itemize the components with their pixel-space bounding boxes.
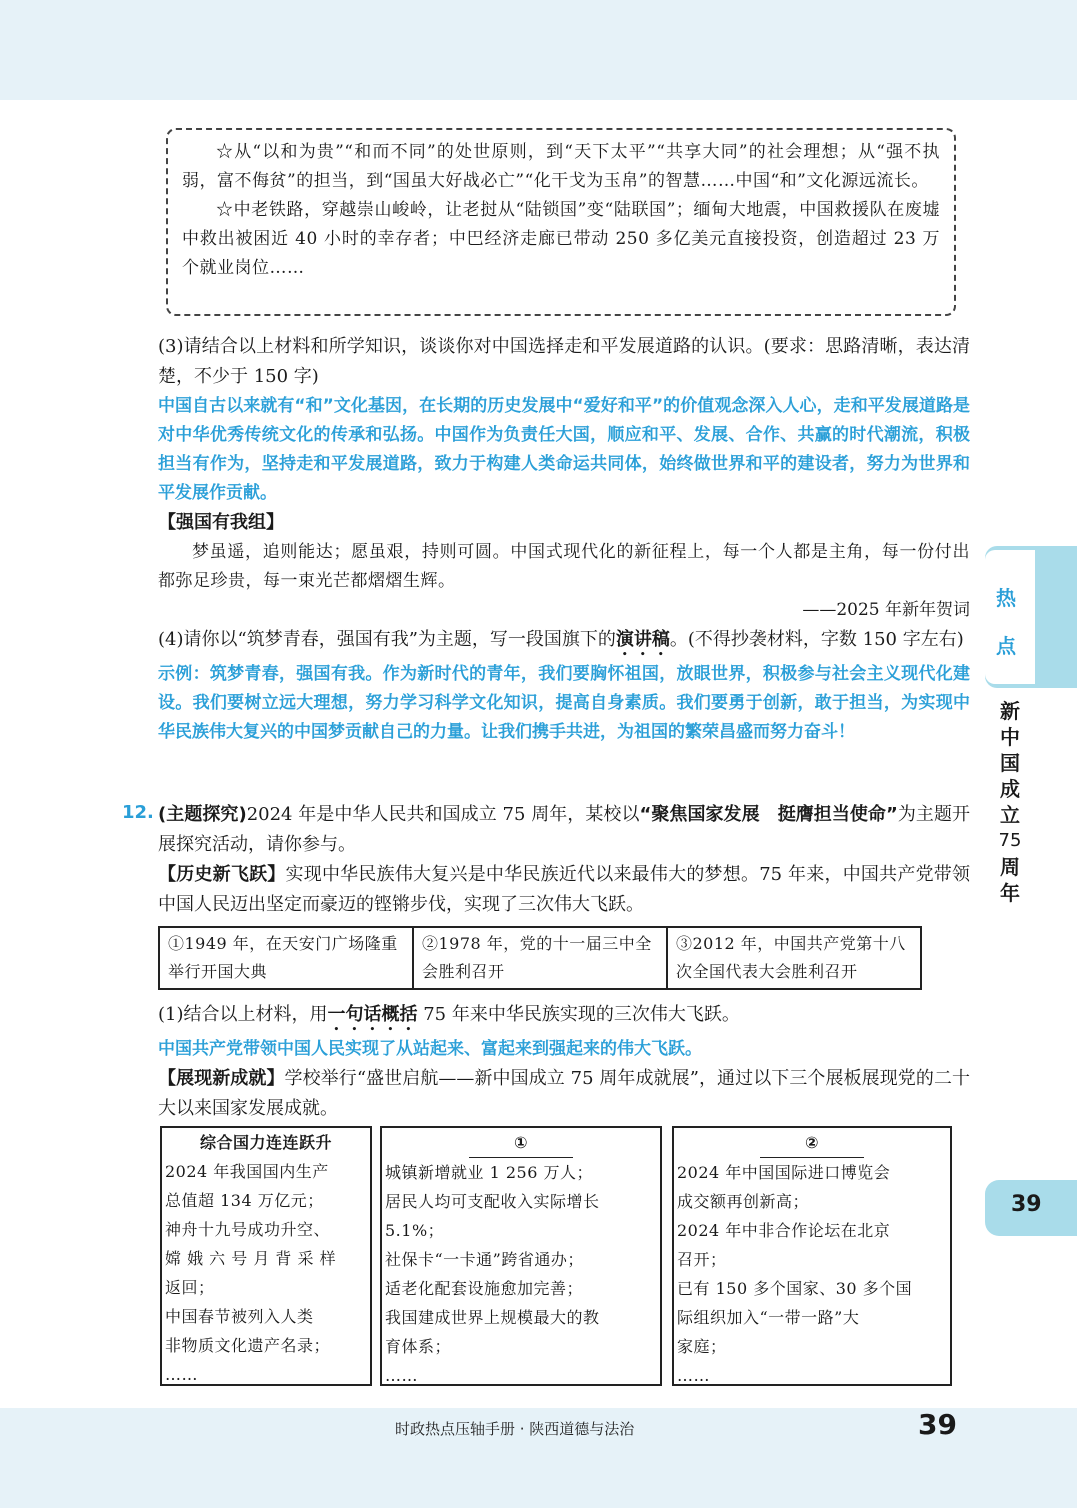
group-source: ——2025 年新年贺词 (802, 600, 970, 620)
material-para-2: ☆中老铁路，穿越崇山峻岭，让老挝从“陆锁国”变“陆联国”；缅甸大地震，中国救援队在废墟中救出被困近 40 小时的幸存者；中巴经济走廊已带动 250 多亿美元直接投资，创造超过 23 万个就业岗位…… (182, 200, 940, 278)
panel-line: 城镇新增就业 1 256 万人； (385, 1163, 593, 1182)
side-vertical-char: 年 (1000, 881, 1020, 905)
question-3-block (158, 332, 970, 747)
page-number-tab-label: 39 (1011, 1192, 1042, 1217)
footer-title: 时政热点压轴手册 · 陕西道德与法治 (395, 1420, 635, 1438)
material-box (166, 128, 956, 316)
question-4-emphasis: 演讲稿 (615, 629, 670, 650)
panel-line: 总值超 134 万亿元； (165, 1191, 324, 1210)
history-paragraph (158, 860, 970, 920)
panel-blank-1: ① (469, 1128, 573, 1158)
panel-line: 育体系； (385, 1337, 452, 1356)
leaps-table (158, 926, 922, 990)
panel-line: 2024 年我国国内生产 (165, 1162, 329, 1181)
panel-2 (672, 1126, 952, 1386)
question-1-text (158, 1000, 970, 1035)
leap-cell-2: ②1978 年，党的十一届三中全会胜利召开 (413, 927, 667, 989)
panel-header: 综合国力连连跃升 (199, 1133, 332, 1152)
question-12-intro (158, 800, 970, 860)
table-row (159, 927, 921, 989)
achieve-paragraph (158, 1064, 970, 1124)
panel-line: 返回； (165, 1278, 215, 1297)
panel-line: …… (385, 1366, 418, 1385)
side-vertical-char: 周 (1000, 855, 1020, 879)
question-12-text1: 2024 年是中华人民共和国成立 75 周年，某校以 (246, 804, 640, 825)
side-vertical-char: 立 (1000, 803, 1020, 827)
panel-line: 适老化配套设施愈加完善； (385, 1279, 584, 1298)
panel-line: …… (677, 1366, 710, 1385)
leap-cell-1: ①1949 年，在天安门广场隆重举行开国大典 (159, 927, 413, 989)
history-title: 【历史新飞跃】 (158, 864, 286, 885)
panel-line: 2024 年中非合作论坛在北京 (677, 1221, 891, 1240)
panel-line: 嫦 娥 六 号 月 背 采 样 (165, 1249, 337, 1268)
side-vertical-char: 成 (1000, 777, 1020, 801)
question-12-theme: “聚焦国家发展 挺膺担当使命” (639, 804, 898, 825)
panel-line: …… (165, 1365, 198, 1384)
panel-1 (380, 1126, 662, 1386)
side-vertical-title (997, 698, 1023, 906)
side-vertical-char: 国 (1000, 751, 1020, 775)
panel-line: 已有 150 多个国家、30 多个国 (677, 1279, 913, 1298)
panel-line: 际组织加入“一带一路”大 (677, 1308, 860, 1327)
question-12-tag: (主题探究) (158, 804, 247, 825)
question-12-block (158, 800, 970, 920)
leap-cell-3: ③2012 年，中国共产党第十八次全国代表大会胜利召开 (667, 927, 921, 989)
question-4-answer: 示例：筑梦青春，强国有我。作为新时代的青年，我们要胸怀祖国，放眼世界，积极参与社会主义现代化建设。我们要树立远大理想，努力学习科学文化知识，提高自身素质。我们要勇于创新，敢于担当，为实现中华民族伟大复兴的中国梦贡献自己的力量。让我们携手共进，为祖国的繁荣昌盛而努力奋斗！ (158, 664, 970, 742)
question-1-answer: 中国共产党带领中国人民实现了从站起来、富起来到强起来的伟大飞跃。 (158, 1039, 702, 1059)
material-para-1: ☆从“以和为贵”“和而不同”的处世原则，到“天下太平”“共享大同”的社会理想；从“强不执弱，富不侮贫”的担当，到“国虽大好战必亡”“化干戈为玉帛”的智慧……中国“和”文化源远流长。 (182, 142, 940, 191)
panel-blank-2: ② (760, 1128, 864, 1158)
achieve-text: 学校举行“盛世启航——新中国成立 75 周年成就展”，通过以下三个展板展现党的二十大以来国家发展成就。 (158, 1068, 971, 1119)
panel-line: 神舟十九号成功升空、 (165, 1220, 331, 1239)
hotspot-tab (985, 546, 1077, 688)
question-1-emphasis: 一句话概括 (327, 1004, 418, 1025)
history-text: 实现中华民族伟大复兴是中华民族近代以来最伟大的梦想。75 年来，中国共产党带领中国人民迈出坚定而豪迈的铿锵步伐，实现了三次伟大飞跃。 (158, 864, 971, 915)
question-4-post: 。(不得抄袭材料，字数 150 字左右) (669, 629, 964, 650)
page-number-tab (985, 1180, 1077, 1236)
question-12-text2: 为主题开展探究活动，请你参与。 (158, 804, 970, 855)
panel-national-strength (160, 1126, 372, 1386)
top-band (0, 0, 1077, 100)
side-vertical-char: 中 (1000, 725, 1020, 749)
question-12-number: 12. (122, 802, 154, 823)
panel-line: 我国建成世界上规模最大的教 (385, 1308, 600, 1327)
panel-line: 居民人均可支配收入实际增长 (385, 1192, 600, 1211)
panel-line: 非物质文化遗产名录； (165, 1336, 331, 1355)
side-vertical-char: 75 (998, 830, 1022, 851)
group-title: 【强国有我组】 (158, 512, 284, 533)
hotspot-tab-char-2: 点 (996, 634, 1016, 658)
hotspot-tab-char-1: 热 (996, 586, 1016, 610)
question-1-block (158, 1000, 970, 1124)
panel-line: 召开； (677, 1250, 727, 1269)
panel-line: 成交额再创新高； (677, 1192, 810, 1211)
panel-line: 中国春节被列入人类 (165, 1307, 314, 1326)
question-3-text: (3)请结合以上材料和所学知识，谈谈你对中国选择走和平发展道路的认识。(要求：思路清晰，表达清楚，不少于 150 字) (158, 336, 970, 387)
panel-line: 社保卡“一卡通”跨省通办； (385, 1250, 584, 1269)
question-4-text (158, 625, 970, 660)
side-vertical-char: 新 (1000, 699, 1020, 723)
question-1-pre: (1)结合以上材料，用 (158, 1004, 328, 1025)
panel-line: 5.1%； (385, 1221, 445, 1240)
footer-page-number: 39 (918, 1408, 957, 1441)
panel-line: 家庭； (677, 1337, 727, 1356)
question-4-pre: (4)请你以“筑梦青春，强国有我”为主题，写一段国旗下的 (158, 629, 616, 650)
question-3-answer: 中国自古以来就有“和”文化基因，在长期的历史发展中“爱好和平”的价值观念深入人心，走和平发展道路是对中华优秀传统文化的传承和弘扬。中国作为负责任大国，顺应和平、发展、合作、共赢的时代潮流，积极担当有作为，坚持走和平发展道路，致力于构建人类命运共同体，始终做世界和平的建设者，努力为世界和平发展作贡献。 (158, 396, 970, 503)
question-1-post: 75 年来中华民族实现的三次伟大飞跃。 (417, 1004, 740, 1025)
group-quote: 梦虽遥，追则能达；愿虽艰，持则可圆。中国式现代化的新征程上，每一个人都是主角，每一份付出都弥足珍贵，每一束光芒都熠熠生辉。 (158, 542, 970, 591)
achieve-title: 【展现新成就】 (158, 1068, 285, 1089)
panel-line: 2024 年中国国际进口博览会 (677, 1163, 891, 1182)
